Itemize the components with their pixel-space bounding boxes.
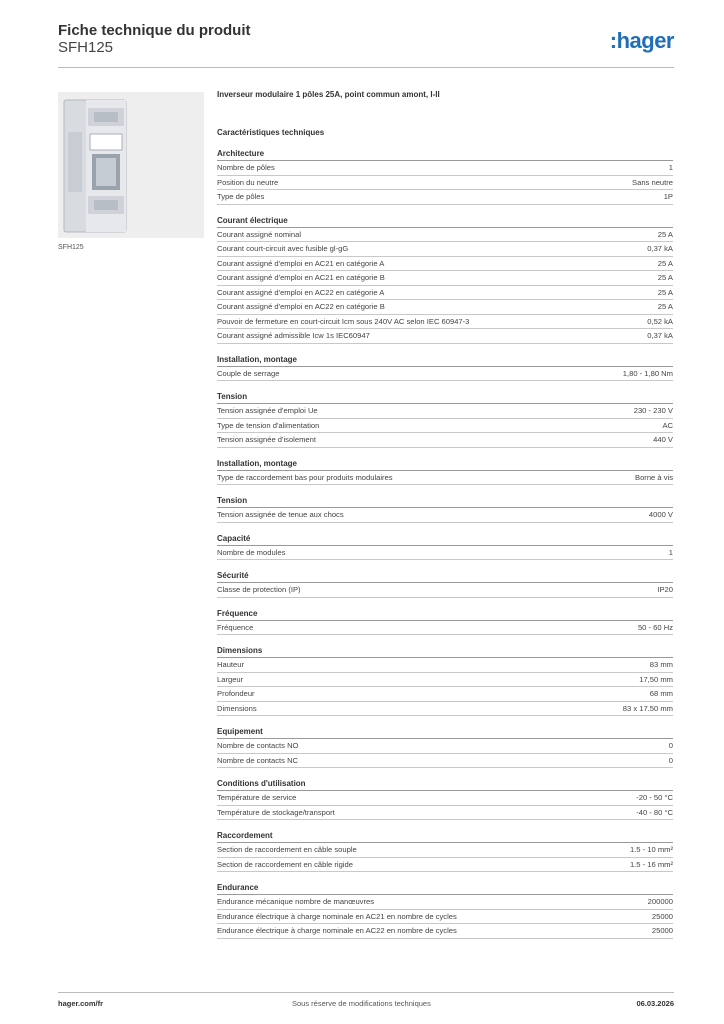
product-image (58, 92, 204, 238)
modular-switch-icon (58, 92, 204, 238)
spec-row (217, 257, 673, 272)
spec-section (217, 830, 673, 872)
spec-label: Position du neutre (217, 177, 279, 187)
spec-row (217, 702, 673, 717)
spec-row (217, 739, 673, 754)
spec-value: 0,52 kA (647, 316, 673, 326)
spec-label: Tension assignée d'emploi Ue (217, 406, 318, 416)
spec-row (217, 419, 673, 434)
footer-date: 06.03.2026 (636, 999, 674, 1008)
spec-value: 1 (668, 163, 673, 173)
section-title: Endurance (217, 882, 673, 895)
spec-value: 230 - 230 V (633, 406, 673, 416)
spec-label: Courant assigné d'emploi en AC22 en catégorie A (217, 287, 385, 297)
spec-section (217, 882, 673, 939)
spec-value: 0,37 kA (647, 331, 673, 341)
section-title: Sécurité (217, 570, 673, 583)
spec-label: Endurance mécanique nombre de manœuvres (217, 897, 375, 907)
spec-label: Tension assignée de tenue aux chocs (217, 510, 344, 520)
spec-label: Courant assigné nominal (217, 229, 302, 239)
spec-label: Courant court-circuit avec fusible gl-gG (217, 244, 349, 254)
page-title: Fiche technique du produit (58, 22, 251, 39)
spec-value: 25 A (657, 302, 673, 312)
spec-label: Endurance électrique à charge nominale en AC22 en nombre de cycles (217, 926, 457, 936)
spec-row (217, 858, 673, 873)
spec-label: Type de pôles (217, 192, 265, 202)
spec-value: 83 x 17.50 mm (622, 703, 673, 713)
spec-row (217, 286, 673, 301)
spec-section (217, 570, 673, 598)
spec-label: Nombre de contacts NO (217, 741, 299, 751)
spec-section (217, 215, 673, 344)
spec-value: 0,37 kA (647, 244, 673, 254)
spec-value: 25000 (651, 911, 673, 921)
spec-value: 1.5 - 16 mm² (629, 859, 673, 869)
page-footer (58, 992, 674, 1014)
spec-value: 83 mm (649, 660, 673, 670)
logo-dots-icon: : (609, 28, 617, 53)
spec-value: Sans neutre (632, 177, 673, 187)
spec-label: Nombre de contacts NC (217, 755, 299, 765)
spec-row (217, 367, 673, 382)
section-title: Dimensions (217, 645, 673, 658)
spec-section (217, 645, 673, 716)
product-reference: SFH125 (58, 39, 114, 56)
spec-value: 440 V (653, 435, 673, 445)
spec-section (217, 148, 673, 205)
spec-row (217, 910, 673, 925)
spec-row (217, 583, 673, 598)
spec-label: Couple de serrage (217, 368, 280, 378)
spec-row (217, 806, 673, 821)
spec-value: 4000 V (648, 510, 673, 520)
spec-row (217, 176, 673, 191)
spec-label: Température de service (217, 793, 297, 803)
spec-value: IP20 (657, 585, 673, 595)
section-title: Raccordement (217, 830, 673, 843)
spec-label: Nombre de pôles (217, 163, 275, 173)
spec-value: 1 (668, 547, 673, 557)
spec-label: Classe de protection (IP) (217, 585, 301, 595)
spec-label: Nombre de modules (217, 547, 286, 557)
spec-row (217, 658, 673, 673)
spec-value: 0 (668, 741, 673, 751)
spec-row (217, 687, 673, 702)
spec-label: Courant assigné d'emploi en AC21 en catégorie A (217, 258, 385, 268)
spec-value: 0 (668, 755, 673, 765)
spec-label: Dimensions (217, 703, 257, 713)
spec-row (217, 471, 673, 486)
section-title: Equipement (217, 726, 673, 739)
spec-value: 25000 (651, 926, 673, 936)
spec-value: 25 A (657, 287, 673, 297)
spec-row (217, 404, 673, 419)
section-title: Courant électrique (217, 215, 673, 228)
spec-value: 25 A (657, 229, 673, 239)
spec-value: 25 A (657, 258, 673, 268)
spec-label: Endurance électrique à charge nominale en AC21 en nombre de cycles (217, 911, 457, 921)
header-divider (58, 67, 674, 68)
spec-section (217, 354, 673, 382)
spec-row (217, 791, 673, 806)
spec-value: 68 mm (649, 689, 673, 699)
product-description: Inverseur modulaire 1 pôles 25A, point commun amont, I-II (217, 90, 440, 99)
section-title: Installation, montage (217, 458, 673, 471)
spec-value: AC (662, 420, 673, 430)
spec-row (217, 271, 673, 286)
section-title: Installation, montage (217, 354, 673, 367)
spec-section (217, 495, 673, 523)
spec-value: 17,50 mm (639, 674, 673, 684)
spec-row (217, 433, 673, 448)
spec-label: Type de raccordement bas pour produits modulaires (217, 472, 393, 482)
hager-logo[interactable]: :hager (609, 28, 674, 53)
spec-value: 1,80 - 1,80 Nm (622, 368, 673, 378)
spec-row (217, 754, 673, 769)
spec-row (217, 228, 673, 243)
spec-value: 50 - 60 Hz (637, 622, 673, 632)
spec-section (217, 458, 673, 486)
spec-value: 1.5 - 10 mm² (629, 845, 673, 855)
spec-row (217, 300, 673, 315)
spec-section (217, 608, 673, 636)
spec-label: Fréquence (217, 622, 254, 632)
spec-label: Largeur (217, 674, 244, 684)
spec-row (217, 329, 673, 344)
spec-value: 1P (663, 192, 673, 202)
footer-website-link[interactable]: hager.com/fr (58, 999, 104, 1008)
spec-label: Courant assigné d'emploi en AC21 en catégorie B (217, 273, 385, 283)
specs-heading: Caractéristiques techniques (217, 128, 325, 137)
spec-content (217, 90, 673, 949)
spec-label: Tension assignée d'isolement (217, 435, 316, 445)
spec-sections (217, 148, 673, 939)
spec-row (217, 315, 673, 330)
spec-value: -40 - 80 °C (636, 807, 673, 817)
spec-section (217, 391, 673, 448)
spec-row (217, 895, 673, 910)
spec-section (217, 726, 673, 768)
footer-disclaimer: Sous réserve de modifications techniques (292, 999, 431, 1008)
spec-value: Borne à vis (635, 472, 673, 482)
spec-label: Pouvoir de fermeture en court-circuit Icm sous 240V AC selon IEC 60947-3 (217, 316, 470, 326)
section-title: Tension (217, 495, 673, 508)
spec-label: Hauteur (217, 660, 245, 670)
spec-row (217, 508, 673, 523)
spec-label: Type de tension d'alimentation (217, 420, 320, 430)
spec-row (217, 161, 673, 176)
section-title: Capacité (217, 533, 673, 546)
spec-label: Température de stockage/transport (217, 807, 335, 817)
spec-section (217, 533, 673, 561)
spec-row (217, 843, 673, 858)
spec-value: 25 A (657, 273, 673, 283)
spec-row (217, 924, 673, 939)
spec-row (217, 546, 673, 561)
section-title: Architecture (217, 148, 673, 161)
spec-label: Profondeur (217, 689, 255, 699)
spec-row (217, 242, 673, 257)
spec-value: 200000 (647, 897, 673, 907)
spec-row (217, 190, 673, 205)
footer-divider (58, 992, 674, 993)
page-header (58, 22, 674, 64)
spec-value: -20 - 50 °C (636, 793, 673, 803)
image-caption: SFH125 (58, 244, 84, 251)
spec-row (217, 673, 673, 688)
spec-row (217, 621, 673, 636)
spec-section (217, 778, 673, 820)
spec-label: Section de raccordement en câble rigide (217, 859, 353, 869)
spec-label: Courant assigné d'emploi en AC22 en catégorie B (217, 302, 385, 312)
section-title: Tension (217, 391, 673, 404)
spec-label: Courant assigné admissible Icw 1s IEC60947 (217, 331, 370, 341)
section-title: Fréquence (217, 608, 673, 621)
spec-label: Section de raccordement en câble souple (217, 845, 357, 855)
section-title: Conditions d'utilisation (217, 778, 673, 791)
